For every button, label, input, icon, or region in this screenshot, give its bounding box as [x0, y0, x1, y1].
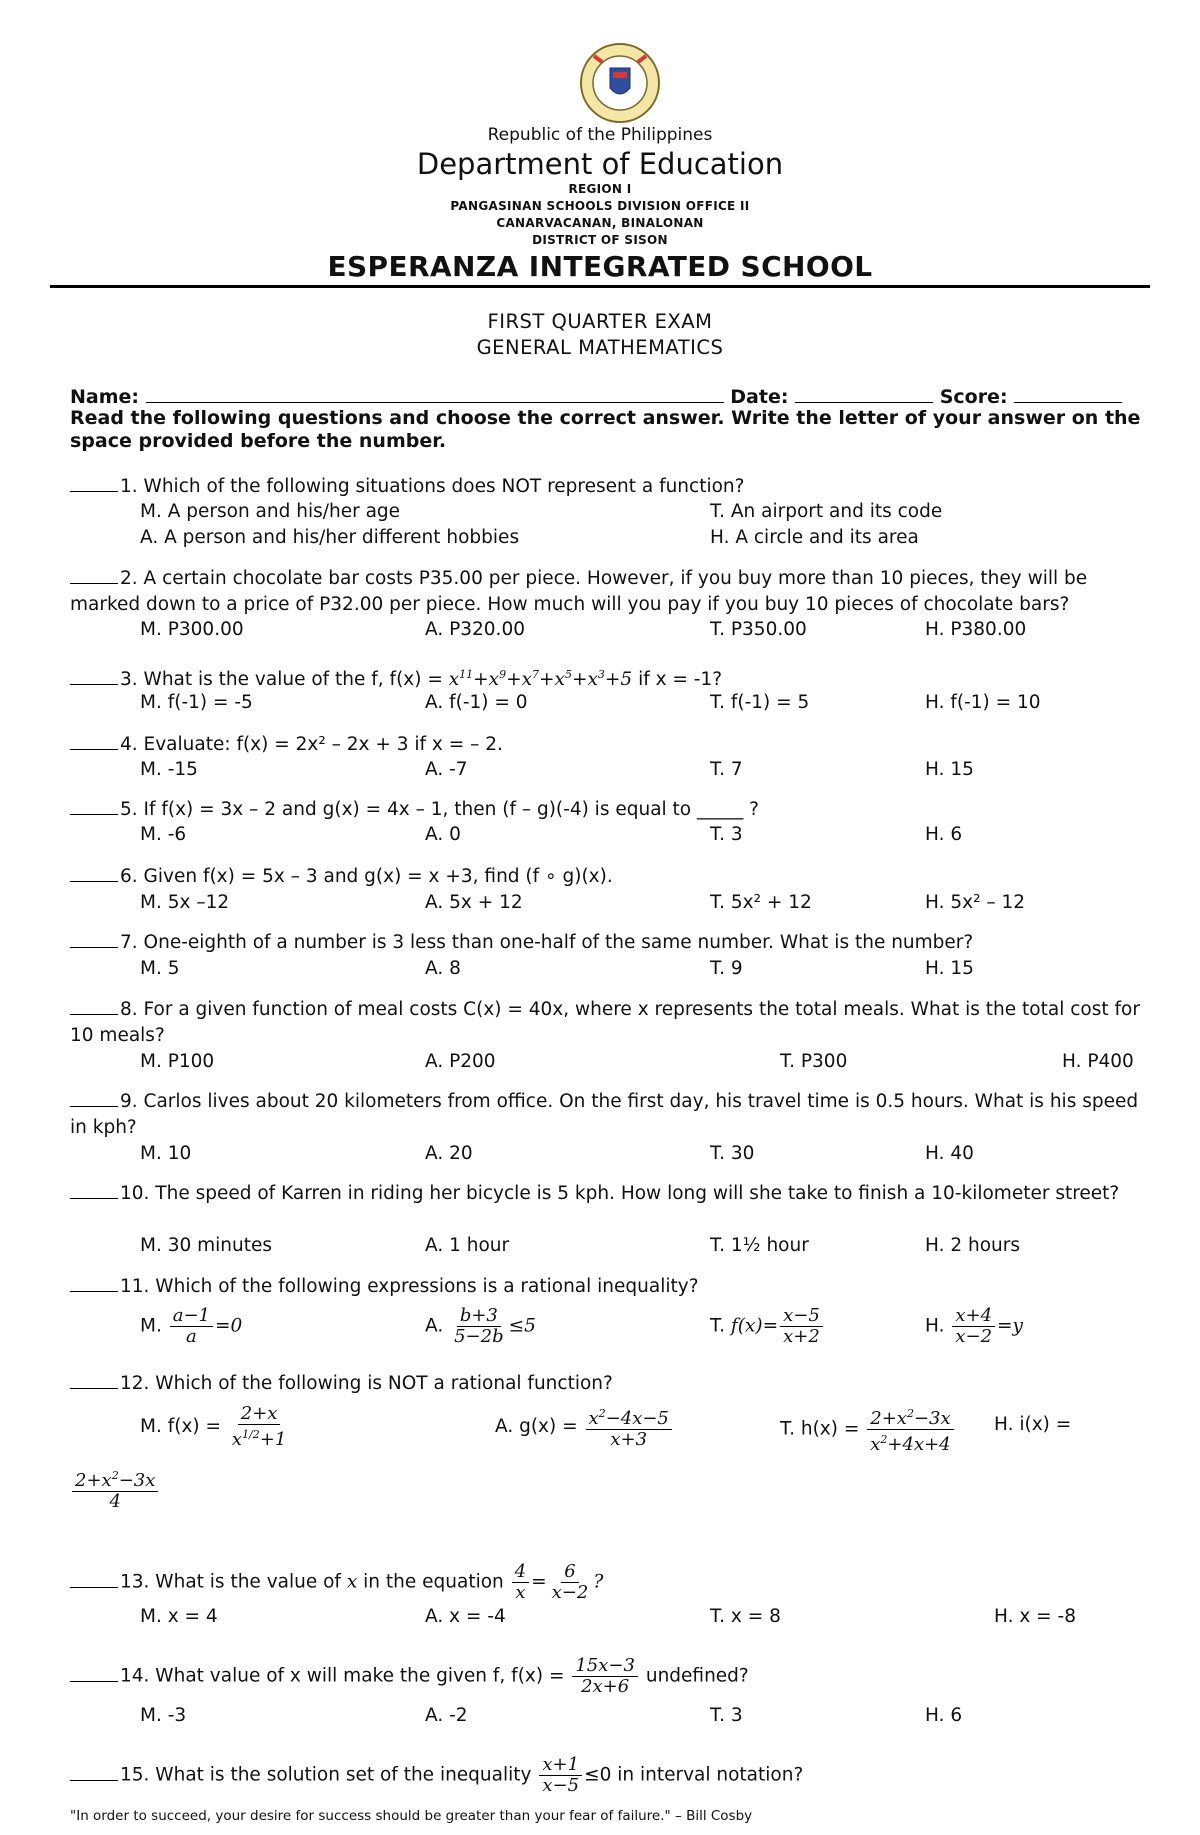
option: M. f(x) = $\frac{2+x}{x^{1/2}+1}$ [140, 1404, 291, 1450]
option: H. P400 [1062, 1051, 1134, 1072]
fraction: $\frac{b+3}{5-2b}$ [454, 1305, 504, 1347]
option: T. x = 8 [710, 1606, 781, 1627]
option: T. An airport and its code [710, 501, 943, 522]
department-title: Department of Education [416, 147, 784, 181]
footer-quote: "In order to succeed, your desire for success should be greater than your fear of failure." – Bill Cosby [70, 1808, 753, 1824]
answer-blank[interactable] [70, 1664, 118, 1682]
answer-blank[interactable] [70, 864, 118, 882]
option: T. 1½ hour [710, 1235, 809, 1256]
option: M. 5x –12 [140, 892, 230, 913]
option: A. 0 [425, 824, 461, 845]
exam-title: FIRST QUARTER EXAM [487, 310, 713, 333]
option: T. f(-1) = 5 [710, 692, 810, 713]
option: A. $\frac{b+3}{5-2b}$ ≤5 [425, 1305, 536, 1347]
option: H. A circle and its area [710, 527, 919, 548]
option: H. P380.00 [925, 619, 1027, 640]
question-15: 15. What is the solution set of the inequality $\frac{x+1}{x-5}$ ≤0 in interval notation? [70, 1755, 1155, 1796]
option: M. P300.00 [140, 619, 244, 640]
region-line: REGION I [568, 182, 632, 196]
date-label: Date: [730, 386, 789, 408]
option: T. 5x² + 12 [710, 892, 812, 913]
date-field[interactable] [795, 384, 933, 403]
option: H. x = -8 [994, 1606, 1077, 1627]
answer-blank[interactable] [70, 1089, 118, 1107]
option: M. 10 [140, 1143, 192, 1164]
answer-blank[interactable] [70, 1570, 118, 1588]
question-12: 12. Which of the following is NOT a rational function? [70, 1371, 1155, 1397]
fraction: $\frac{2+x^2-3x}{4}$ [72, 1466, 158, 1512]
question-9: 9. Carlos lives about 20 kilometers from office. On the first day, his travel time is 0.5 hours. What is his speed in kph? [70, 1091, 1139, 1138]
option: H. 15 [925, 759, 974, 780]
option: H. f(-1) = 10 [925, 692, 1041, 713]
option-h-fraction [70, 1466, 160, 1512]
question-4: 4. Evaluate: f(x) = 2x² – 2x + 3 if x = – 2. [70, 732, 1155, 758]
option: A. x = -4 [425, 1606, 506, 1627]
option: M. 30 minutes [140, 1235, 273, 1256]
option: A. -2 [425, 1705, 468, 1726]
deped-seal [570, 42, 670, 124]
option: M. A person and his/her age [140, 501, 401, 522]
option: T. h(x) = $\frac{2+x^2-3x}{x^2+4x+4}$ [780, 1404, 956, 1455]
answer-blank[interactable] [70, 474, 118, 492]
option: A. 8 [425, 958, 461, 979]
fraction: $\frac{x-5}{x+2}$ [780, 1306, 823, 1347]
fraction: $\frac{15x-3}{2x+6}$ [572, 1656, 638, 1697]
question-11: 11. Which of the following expressions is a rational inequality? [70, 1274, 1155, 1300]
question-14: 14. What value of x will make the given f, f(x) = $\frac{15x-3}{2x+6}$ undefined? [70, 1656, 1155, 1697]
header-divider [50, 285, 1150, 288]
fraction: $\frac{a-1}{a}$ [170, 1306, 213, 1347]
question-3: 3. What is the value of the f, $f(x) = x^{11}+x^9+x^7+x^5+x^3+5$ if x = -1? [70, 662, 1155, 693]
division-line: PANGASINAN SCHOOLS DIVISION OFFICE II [450, 199, 750, 213]
question-1: 1. Which of the following situations does NOT represent a function? [70, 474, 1155, 500]
option: A. g(x) = $\frac{x^2-4x-5}{x+3}$ [495, 1404, 674, 1450]
question-2: 2. A certain chocolate bar costs P35.00 per piece. However, if you buy more than 10 pieces, they will be marked down to a price of P32.00 per piece. How much will you pay if you buy 10 pieces of chocolate bars? [70, 568, 1088, 615]
option: H. 5x² – 12 [925, 892, 1026, 913]
answer-blank[interactable] [70, 930, 118, 948]
option: T. 30 [710, 1143, 755, 1164]
option: H. i(x) = [994, 1414, 1072, 1435]
fraction: $\frac{x^2-4x-5}{x+3}$ [586, 1404, 672, 1450]
option: T. f(x)= $\frac{x-5}{x+2}$ [710, 1306, 825, 1347]
option: A. A person and his/her different hobbies [140, 527, 520, 548]
question-7: 7. One-eighth of a number is 3 less than one-half of the same number. What is the number? [70, 930, 1155, 956]
option: H. 6 [925, 824, 963, 845]
name-label: Name: [70, 386, 140, 408]
fraction: $\frac{2+x}{x^{1/2}+1}$ [231, 1403, 287, 1450]
option: M. P100 [140, 1051, 215, 1072]
option: A. 5x + 12 [425, 892, 523, 913]
polynomial-expression: $x^{11}+x^9+x^7+x^5+x^3+5$ [448, 668, 633, 691]
option: M. x = 4 [140, 1606, 218, 1627]
option: T. 7 [710, 759, 743, 780]
answer-blank[interactable] [70, 997, 118, 1015]
option: A. f(-1) = 0 [425, 692, 528, 713]
score-label: Score: [939, 386, 1008, 408]
option: M. -3 [140, 1705, 187, 1726]
option: T. 3 [710, 1705, 743, 1726]
answer-blank[interactable] [70, 566, 118, 584]
question-8: 8. For a given function of meal costs C(x) = 40x, where x represents the total meals. What is the total cost for 10 meals? [70, 999, 1140, 1046]
option: A. 20 [425, 1143, 473, 1164]
score-field[interactable] [1014, 384, 1122, 403]
district-line: DISTRICT OF SISON [532, 233, 668, 247]
option: A. 1 hour [425, 1235, 510, 1256]
option: H. $\frac{x+4}{x-2}$ =y [925, 1305, 1023, 1347]
option: T. 3 [710, 824, 743, 845]
option: M. 5 [140, 958, 180, 979]
option: M. $\frac{a-1}{a}$ =0 [140, 1305, 243, 1347]
fraction: $\frac{6}{x-2}$ [551, 1561, 589, 1603]
instructions: Read the following questions and choose the correct answer. Write the letter of your answer on the space provided before the number. [70, 407, 1141, 452]
option: H. 15 [925, 958, 974, 979]
option: M. -6 [140, 824, 187, 845]
answer-blank[interactable] [70, 1181, 118, 1199]
republic-line: Republic of the Philippines [487, 125, 713, 145]
question-10: 10. The speed of Karren in riding her bicycle is 5 kph. How long will she take to finish a 10-kilometer street? [70, 1181, 1155, 1207]
option: A. P320.00 [425, 619, 525, 640]
question-13: 13. What is the value of x in the equation $\frac{4}{x}$ = $\frac{6}{x-2}$ ? [70, 1562, 1155, 1603]
student-info-line [70, 384, 1122, 408]
option: A. -7 [425, 759, 468, 780]
question-6: 6. Given f(x) = 5x – 3 and g(x) = x +3, find (f ∘ g)(x). [70, 864, 1155, 890]
fraction: $\frac{x+1}{x-5}$ [539, 1755, 582, 1796]
fraction: $\frac{2+x^2-3x}{x^2+4x+4}$ [867, 1404, 953, 1455]
option: M. -15 [140, 759, 198, 780]
answer-blank[interactable] [70, 1763, 118, 1781]
fraction: $\frac{x+4}{x-2}$ [952, 1306, 995, 1347]
answer-blank[interactable] [70, 797, 118, 815]
school-name: ESPERANZA INTEGRATED SCHOOL [327, 250, 873, 283]
option: T. 9 [710, 958, 743, 979]
option: A. P200 [425, 1051, 496, 1072]
option: H. 40 [925, 1143, 974, 1164]
name-field[interactable] [146, 384, 724, 403]
location-line: CANARVACANAN, BINALONAN [496, 216, 704, 230]
option: T. P300 [780, 1051, 848, 1072]
option: H. 6 [925, 1705, 963, 1726]
exam-subject: GENERAL MATHEMATICS [476, 336, 724, 359]
answer-blank[interactable] [70, 1371, 118, 1389]
answer-blank[interactable] [70, 732, 118, 750]
option: T. P350.00 [710, 619, 807, 640]
answer-blank[interactable] [70, 1274, 118, 1292]
option: H. 2 hours [925, 1235, 1021, 1256]
option: M. f(-1) = -5 [140, 692, 253, 713]
question-5: 5. If f(x) = 3x – 2 and g(x) = 4x – 1, then (f – g)(-4) is equal to _____ ? [70, 797, 1155, 823]
fraction: $\frac{4}{x}$ [512, 1562, 529, 1603]
answer-blank[interactable] [70, 667, 118, 685]
